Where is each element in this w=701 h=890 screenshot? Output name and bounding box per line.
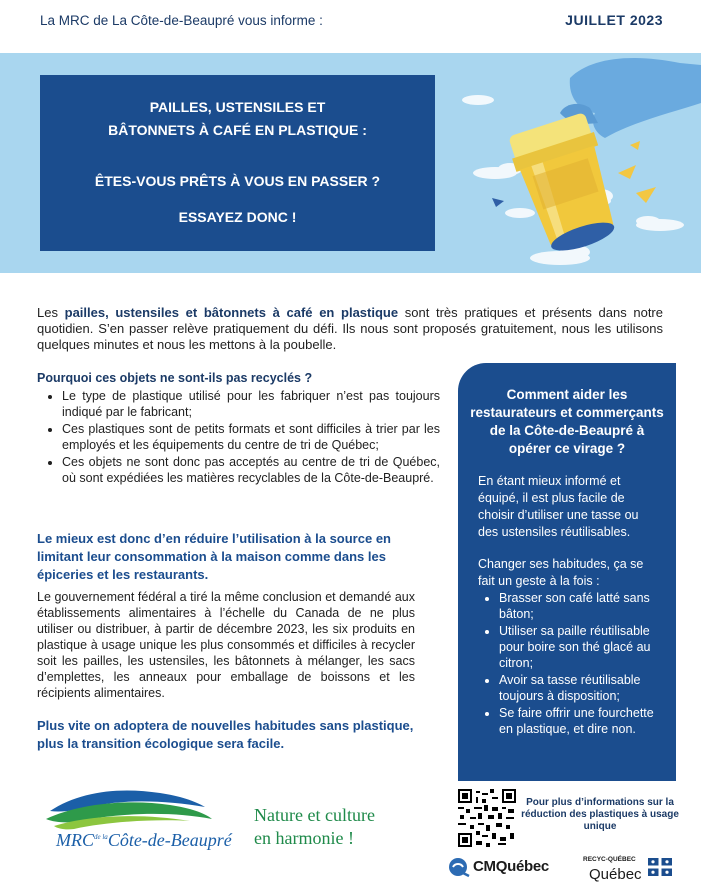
header-date: JUILLET 2023 [565,12,663,28]
intro-pre: Les [37,305,65,320]
slogan-line-1: Nature et culture [254,805,375,825]
sidebar-panel [458,363,676,781]
recyc-quebec-wordmark: RECYC-QUÉBEC [583,856,636,863]
sidebar-list-item: • Se faire offrir une fourchette en plastique, et dire non. [499,705,662,737]
why-item: • Le type de plastique utilisé pour les fabriquer n’est pas toujours indiqué par le fabricant; [62,388,440,420]
cmquebec-logo-icon [447,856,471,878]
why-item: • Ces plastiques sont de petits formats et sont difficiles à trier par les employés et les équipements du centre de tri de Québec; [62,421,440,453]
sidebar-paragraph: En étant mieux informé et équipé, il est plus facile de choisir d’utiliser une tasse ou des ustensiles réutilisables. [478,474,639,539]
cmquebec-wordmark: CMQuébec [473,858,549,875]
qr-code[interactable] [458,789,516,847]
hero-title [40,96,435,142]
slogan [254,804,375,850]
why-list [37,388,440,487]
hero-call-to-action: ESSAYEZ DONC ! [178,209,297,225]
cup-illustration [440,53,701,273]
intro-post: sont très pratiques et présents dans notre quotidien. S’en passer relève pratiquement du défi. Ils nous sont proposés gratuitement, nous les utilisons quelques minutes et nous les mettons à la poubelle. [37,305,663,352]
intro-keywords: pailles, ustensiles et bâtonnets à café en plastique [64,305,399,320]
hero-line-2: BÂTONNETS À CAFÉ EN PLASTIQUE : [108,122,367,138]
hero-question: ÊTES-VOUS PRÊTS À VOUS EN PASSER ? [94,173,381,189]
qr-caption: Pour plus d’informations sur la réduction des plastiques à usage unique [521,797,679,832]
conclusion-paragraph: Plus vite on adoptera de nouvelles habitudes sans plastique, plus la transition écologique sera facile. [37,718,414,751]
logo-mrc: MRC [56,830,94,850]
hero-title-box [40,75,435,251]
sidebar-list-item: • Brasser son café latté sans bâton; [499,590,662,622]
sidebar-habits-intro: Changer ses habitudes, ça se fait un geste à la fois : [478,557,644,588]
logo-dela: de la [94,833,108,841]
sidebar-list [478,590,662,738]
logo-name: Côte-de-Beaupré [107,830,232,850]
header-publisher: La MRC de La Côte-de-Beaupré vous informe : [40,13,323,28]
quebec-wordmark: Québec [589,866,642,883]
why-item: • Ces objets ne sont donc pas acceptés au centre de tri de Québec, où sont expédiées les matières recyclables de la Côte-de-Beaupré. [62,454,440,486]
federal-government-paragraph: Le gouvernement fédéral a tiré la même conclusion et demandé aux établissements alimentaires à l’échelle du Canada de ne plus utiliser ou distribuer, à partir de décembre 2023, les six produits en plastique à usage unique les plus consommés et difficiles à recycler soit les pailles, les ustensiles, les bâtonnets à mélanger, les sacs d’emplettes, les anneaux pour emballage de boissons et les récipients alimentaires. [37,590,415,700]
hero-line-1: PAILLES, USTENSILES ET [149,99,326,115]
reduce-at-source-paragraph: Le mieux est donc d’en réduire l’utilisation à la source en limitant leur consommation à la maison comme dans les épiceries et les restaurants. [37,531,391,582]
sidebar-title: Comment aider les restaurateurs et commerçants de la Côte-de-Beaupré à opérer ce virage ? [470,387,664,456]
mrc-logo-wordmark [56,830,232,851]
sidebar-list-item: • Avoir sa tasse réutilisable toujours à disposition; [499,672,662,704]
slogan-line-2: en harmonie ! [254,828,354,848]
sidebar-list-item: • Utiliser sa paille réutilisable pour boire son thé glacé au citron; [499,623,662,671]
intro-paragraph [37,305,663,353]
quebec-flag-icon [648,858,672,876]
why-heading: Pourquoi ces objets ne sont-ils pas recyclés ? [37,371,313,385]
